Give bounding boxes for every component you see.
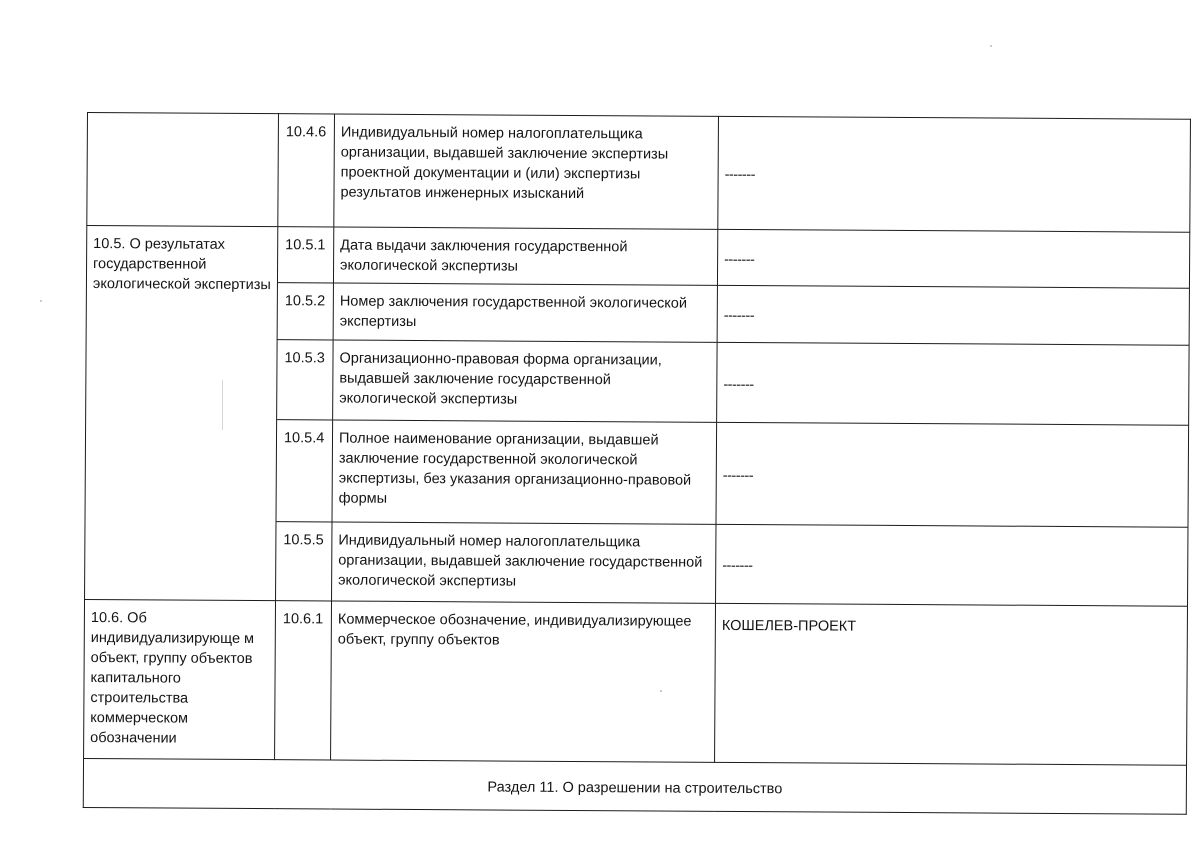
row-description: Организационно-правовая форма организации, выдавшей заключение государственной экологической экспертизы: [333, 340, 717, 422]
row-value: -------: [716, 524, 1188, 606]
row-code: 10.5.2: [277, 283, 333, 340]
table-row: [84, 599, 1188, 765]
row-code: 10.5.1: [277, 227, 333, 283]
row-description: Индивидуальный номер налогоплательщика организации, выдавшей заключение государственной экологической экспертизы: [332, 522, 716, 603]
section-cell: [84, 599, 276, 759]
scan-speck: [660, 690, 662, 692]
scan-speck: [222, 380, 223, 430]
scan-speck: [40, 300, 42, 302]
row-value: -------: [718, 116, 1191, 232]
row-code: 10.4.6: [278, 114, 335, 227]
scan-speck: [990, 45, 992, 47]
row-code: 10.6.1: [275, 601, 332, 760]
table-row: [86, 226, 1189, 289]
row-description: Дата выдачи заключения государственной экологической экспертизы: [333, 227, 717, 285]
row-code: 10.5.3: [277, 340, 333, 420]
row-value: -------: [717, 285, 1189, 345]
row-code: 10.5.4: [276, 420, 333, 522]
row-description: Номер заключения государственной экологической экспертизы: [333, 283, 717, 342]
table-row: [87, 113, 1191, 233]
row-description: Полное наименование организации, выдавшей заключение государственной экологической экспертизы, без указания организационно-правовой формы: [332, 420, 717, 524]
section-title: 10.5. О результатах государственной экологической экспертизы: [92, 236, 271, 294]
row-value: -------: [716, 422, 1189, 527]
row-value: -------: [717, 342, 1189, 425]
section-footer-row: [83, 758, 1186, 814]
section-cell: [87, 113, 279, 227]
row-code: 10.5.5: [276, 522, 332, 601]
row-description: Коммерческое обозначение, индивидуализирующее объект, группу объектов: [331, 601, 716, 762]
row-value: -------: [717, 229, 1189, 288]
row-description: Индивидуальный номер налогоплательщика организации, выдавшей заключение экспертизы проектной документации и (или) экспертизы результатов инженерных изысканий: [334, 114, 719, 229]
section-footer: Раздел 11. О разрешении на строительство: [83, 758, 1186, 814]
section-cell: [85, 226, 278, 601]
row-value: КОШЕЛЕВ-ПРОЕКТ: [715, 603, 1188, 765]
section-title: 10.6. Об индивидуализирующе м объект, группу объектов капитального строительства коммерческом обозначении: [90, 610, 255, 747]
registry-table: [83, 112, 1191, 815]
